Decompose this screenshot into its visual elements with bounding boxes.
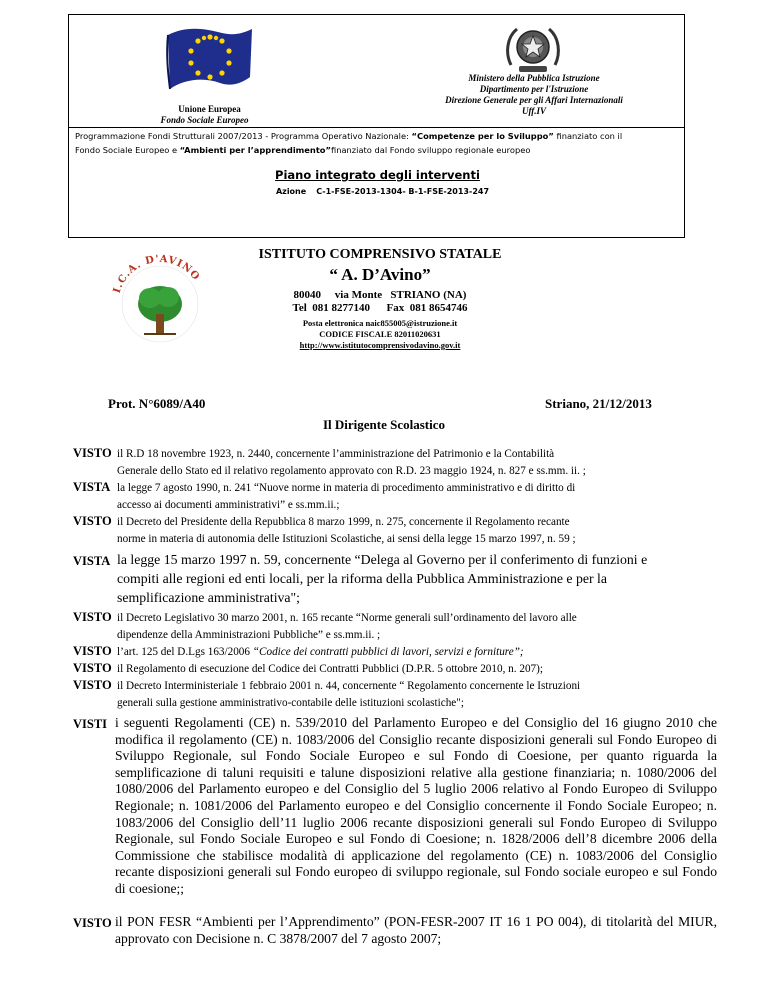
school-subname: “ A. D’Avino” xyxy=(329,265,431,284)
action-label: Azione xyxy=(275,187,307,196)
logo-text: I.C.A. D'AVINO xyxy=(111,254,202,295)
item-text: il PON FESR “Ambienti per l’Apprendimento” (PON-FESR-2007 IT 16 1 PO 004), di titolarità del MIUR, approvato con Decisione n. C 3878/2007 del 7 agosto 2007; xyxy=(115,914,717,946)
item-line: il R.D 18 novembre 1923, n. 2440, concernente l’amministrazione del Patrimonio e la Contabilità xyxy=(117,448,555,460)
item-label: VISTI xyxy=(73,717,108,731)
item-text xyxy=(117,661,717,678)
item-text xyxy=(117,514,717,548)
item-line: dipendenze della Amministrazioni Pubbliche” e ss.mm.ii. ; xyxy=(117,629,381,641)
school-website-link[interactable]: http://www.istitutocomprensivodavino.gov.it xyxy=(299,340,461,350)
item-text xyxy=(117,480,717,514)
item-text xyxy=(117,644,717,661)
programme-part: “Ambienti per l’apprendimento” xyxy=(179,145,331,155)
item-line: “Codice dei contratti pubblici di lavori, servizi e forniture”; xyxy=(252,646,524,658)
eu-flag-icon xyxy=(162,25,254,95)
item-line: compiti alle regioni ed enti locali, per la riforma della Pubblica Amministrazione e per la xyxy=(117,571,608,586)
email-line: Posta elettronica naic855005@istruzione.it xyxy=(302,318,458,328)
item-line: semplificazione amministrativa"; xyxy=(117,590,301,605)
item-label: VISTO xyxy=(73,514,112,528)
plan-title: Piano integrato degli interventi xyxy=(275,168,480,182)
programme-text xyxy=(75,129,681,157)
item-line: Generale dello Stato ed il relativo regolamento approvato con R.D. 23 maggio 1924, n. 827 e ss.mm. ii. ; xyxy=(117,465,586,477)
item-line: la legge 7 agosto 1990, n. 241 “Nuove norme in materia di procedimento amministrativo e di diritto di xyxy=(117,482,576,494)
protocol-number: Prot. N°6089/A40 xyxy=(108,396,206,411)
item-label: VISTO xyxy=(73,446,112,460)
fiscal-code: CODICE FISCALE 82011020631 xyxy=(319,329,441,339)
item-text xyxy=(117,678,717,712)
ministry-block xyxy=(409,73,659,117)
school-contacts xyxy=(180,318,580,351)
ministry-line: Ministero della Pubblica Istruzione xyxy=(468,73,600,83)
ministry-line: Uff.IV xyxy=(521,106,547,116)
item-label: VISTO xyxy=(73,610,112,624)
ministry-line: Direzione Generale per gli Affari Internazionali xyxy=(445,95,623,105)
item-line: norme in materia di autonomia delle Istituzioni Scolastiche, ai sensi della legge 15 marzo 1997, n. 59 ; xyxy=(117,533,576,545)
programme-part: Programmazione Fondi Strutturali 2007/2013 - Programma Operativo Nazionale: xyxy=(75,131,412,141)
item-line: il Regolamento di esecuzione del Codice dei Contratti Pubblici (D.P.R. 5 ottobre 2010, n. 207); xyxy=(117,663,543,675)
item-text xyxy=(117,610,717,644)
item-line: la legge 15 marzo 1997 n. 59, concernente “Delega al Governo per il conferimento di funzioni e xyxy=(117,552,648,567)
item-text xyxy=(117,446,717,480)
school-name: ISTITUTO COMPRENSIVO STATALE xyxy=(258,247,502,262)
item-line: il Decreto del Presidente della Repubblica 8 marzo 1999, n. 275, concernente il Regolamento recante xyxy=(117,516,570,528)
item-line: accesso ai documenti amministrativi” e ss.mm.ii.; xyxy=(117,499,340,511)
italian-emblem-icon xyxy=(501,17,565,77)
item-text xyxy=(117,550,727,607)
header-box xyxy=(68,14,685,238)
item-line: il Decreto Legislativo 30 marzo 2001, n. 165 recante “Norme generali sull’ordinamento del lavoro alle xyxy=(117,612,577,624)
eu-fund-label: Fondo Sociale Europeo xyxy=(160,115,249,125)
dirigente-heading: Il Dirigente Scolastico xyxy=(322,417,446,432)
programme-part: finanziato con il xyxy=(553,131,623,141)
programme-part: Fondo Sociale Europeo e xyxy=(75,145,180,155)
item-line: generali sulla gestione amministrativo-contabile delle istituzioni scolastiche"; xyxy=(117,697,464,709)
item-label: VISTO xyxy=(73,661,112,675)
item-label: VISTO xyxy=(73,644,112,658)
programme-part: “Competenze per lo Sviluppo” xyxy=(411,131,554,141)
school-address xyxy=(180,289,580,315)
item-line: il Decreto Interministeriale 1 febbraio 2001 n. 44, concernente “ Regolamento concernente le Istruzioni xyxy=(117,680,581,692)
action-code: C-1-FSE-2013-1304- B-1-FSE-2013-247 xyxy=(316,187,490,196)
item-label: VISTA xyxy=(73,480,111,494)
address-line: 80040 via Monte STRIANO (NA) xyxy=(293,289,467,301)
item-text: i seguenti Regolamenti (CE) n. 539/2010 del Parlamento Europeo e del Consiglio del 16 giugno 2010 che modifica il regolamento (CE) n. 1083/2006 del Consiglio recante disposizioni generali sul Fondo Europeo di Sviluppo Regionale, sul Fondo Sociale Europeo e sul Fondo di Coesione, per quanto riguarda la semplificazione di taluni requisiti e talune disposizioni relative alla gestione finanziaria; n. 1080/2006 del 1080/2006 del Parlamento europeo e del Consiglio del 5 luglio 2006 relativo al Fondo Europeo di Sviluppo Regionale; n. 1081/2006 del Parlamento europeo e del Consiglio concernente il Fondo Sociale Europeo; n. 1083/2006 del Consiglio dell’11 luglio 2006 recante disposizioni generali sul Fondo Europeo di Sviluppo Regionale, sul Fondo Sociale Europeo e sul Fondo di Coesione; n. 1828/2006 dell’8 dicembre 2006 della Commissione che stabilisce modalità di applicazione del regolamento (CE) n. 1083/2006 del Consiglio recante disposizioni generali sul Fondo europeo di sviluppo regionale, sul Fondo sociale europeo e sul Fondo di coesione;; xyxy=(115,715,717,896)
item-label: VISTO xyxy=(73,678,112,692)
item-line: l’art. 125 del D.Lgs 163/2006 xyxy=(117,646,253,658)
document-date: Striano, 21/12/2013 xyxy=(545,396,652,411)
phone-line: Tel 081 8277140 Fax 081 8654746 xyxy=(292,302,468,314)
header-divider xyxy=(69,127,684,128)
programme-part: finanziato dal Fondo sviluppo regionale europeo xyxy=(330,145,531,155)
item-label: VISTO xyxy=(73,916,112,930)
ministry-line: Dipartimento per l'Istruzione xyxy=(479,84,589,94)
item-label: VISTA xyxy=(73,554,111,568)
plan-action xyxy=(69,187,686,196)
eu-union-label: Unione Europea xyxy=(178,104,241,114)
